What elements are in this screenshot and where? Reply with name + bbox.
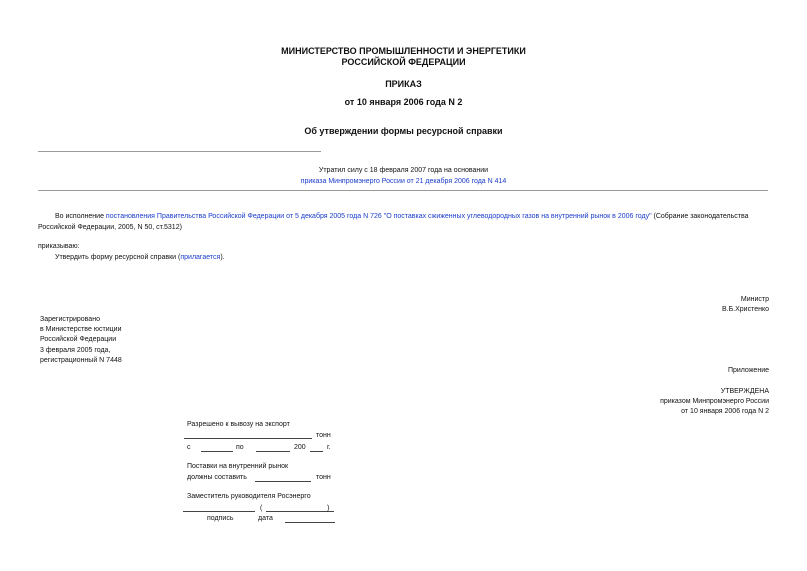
paren-close: ) xyxy=(327,505,330,512)
status-link[interactable]: приказа Минпромэнерго России от 21 декабря 2006 года N 414 xyxy=(300,178,507,185)
export-tons-unit: тонн xyxy=(316,432,331,439)
appendix-label: Приложение xyxy=(727,367,769,374)
period-from-field xyxy=(201,451,233,452)
period-to-field xyxy=(256,451,290,452)
status-line: Утратил силу с 18 февраля 2007 года на основании xyxy=(318,167,489,174)
intro-paragraph-line2: Российской Федерации, 2005, N 50, ст.5312) xyxy=(38,224,182,231)
divider-top xyxy=(38,151,321,152)
registration-line: Российской Федерации xyxy=(40,336,117,343)
domestic-amount-field xyxy=(255,481,311,482)
export-amount-field xyxy=(184,438,312,439)
domestic-label-line2: должны составить xyxy=(187,474,247,481)
registration-line: 3 февраля 2005 года, xyxy=(40,347,111,354)
period-to-label: по xyxy=(236,444,244,451)
deputy-name-field xyxy=(266,511,334,512)
document-title: Об утверждении формы ресурсной справки xyxy=(304,126,503,136)
intro-prefix: Во исполнение xyxy=(55,213,106,220)
approved-label: УТВЕРЖДЕНА xyxy=(720,388,769,395)
deputy-label: Заместитель руководителя Росэнерго xyxy=(187,493,311,500)
ministry-name-line2: РОССИЙСКОЙ ФЕДЕРАЦИИ xyxy=(341,57,466,67)
government-decree-link[interactable]: постановления Правительства Российской Федерации от 5 декабря 2005 года N 726 "О поставках сжиженных углеводородных газов на внутренний рынок в 2006 году" xyxy=(105,213,652,220)
attachment-link[interactable]: прилагается xyxy=(180,254,221,261)
year-prefix: 200 xyxy=(294,444,306,451)
period-from-label: с xyxy=(187,444,191,451)
document-date: от 10 января 2006 года N 2 xyxy=(344,97,463,107)
divider-bottom xyxy=(38,190,768,191)
ministry-name-line1: МИНИСТЕРСТВО ПРОМЫШЛЕННОСТИ И ЭНЕРГЕТИКИ xyxy=(281,46,526,56)
signature-name: В.Б.Христенко xyxy=(721,306,769,313)
registration-line: регистрационный N 7448 xyxy=(40,357,122,364)
date-field xyxy=(285,522,335,523)
approve-prefix: Утвердить форму ресурсной справки ( xyxy=(55,254,181,261)
date-caption: дата xyxy=(258,515,273,522)
year-field xyxy=(310,451,323,452)
domestic-tons-unit: тонн xyxy=(316,474,331,481)
signature-caption: подпись xyxy=(207,515,234,522)
registration-line: в Министерстве юстиции xyxy=(40,326,122,333)
registration-line: Зарегистрировано xyxy=(40,316,100,323)
document-type: ПРИКАЗ xyxy=(385,79,422,89)
intro-paragraph xyxy=(55,212,749,221)
approved-order-date: от 10 января 2006 года N 2 xyxy=(681,408,769,415)
domestic-label-line1: Поставки на внутренний рынок xyxy=(187,463,289,470)
approve-paragraph xyxy=(55,253,225,262)
year-suffix: г. xyxy=(327,444,331,451)
signature-role: Министр xyxy=(740,296,769,303)
approve-suffix: ). xyxy=(220,254,225,261)
export-label: Разрешено к вывозу на экспорт xyxy=(187,421,290,428)
approved-by-order: приказом Минпромэнерго России xyxy=(660,398,769,405)
intro-suffix: (Собрание законодательства xyxy=(651,213,749,220)
order-word: приказываю: xyxy=(38,243,80,250)
deputy-signature-field xyxy=(183,511,255,512)
paren-open: ( xyxy=(260,505,263,512)
